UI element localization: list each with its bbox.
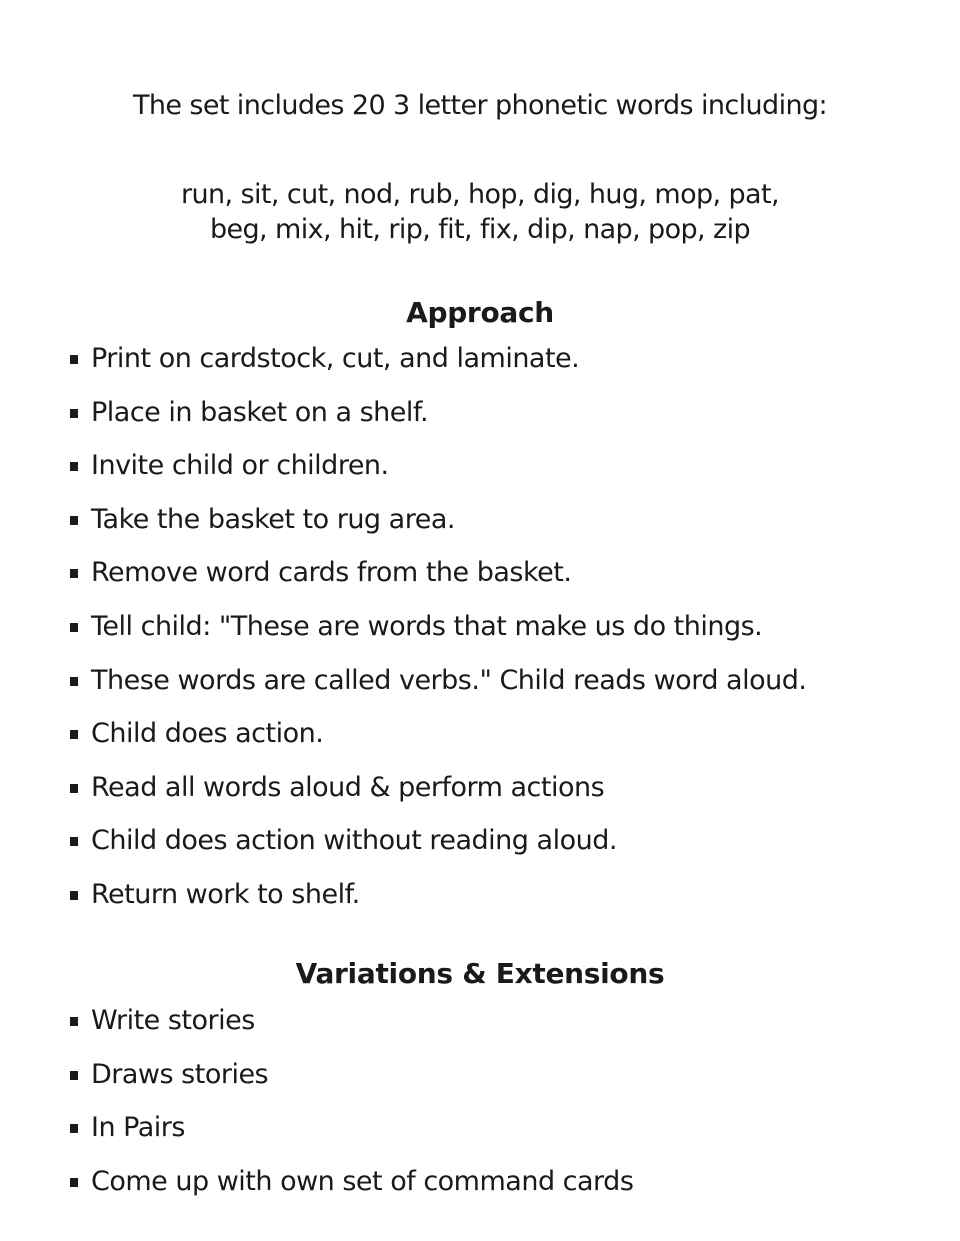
square-bullet-icon — [70, 730, 78, 739]
list-item — [70, 824, 806, 878]
list-item-text: Tell child: "These are words that make us do things. — [91, 610, 763, 642]
list-item — [70, 556, 806, 610]
intro-text: The set includes 20 3 letter phonetic words including: — [132, 90, 828, 121]
word-list-line: beg, mix, hit, rip, fit, fix, dip, nap, pop, zip — [209, 214, 751, 245]
approach-list — [70, 342, 806, 932]
square-bullet-icon — [70, 677, 78, 686]
word-list-line: run, sit, cut, nod, rub, hop, dig, hug, mop, pat, — [181, 179, 779, 210]
list-item — [70, 449, 806, 503]
list-item-text: In Pairs — [91, 1112, 185, 1144]
list-item — [70, 342, 806, 396]
list-item-text: Write stories — [91, 1005, 255, 1036]
list-item — [70, 717, 806, 771]
list-item-text: Child does action. — [91, 718, 324, 750]
word-list — [0, 177, 960, 247]
list-item-text: Return work to shelf. — [91, 878, 360, 910]
list-item — [70, 1058, 633, 1112]
list-item — [70, 771, 806, 825]
list-item — [70, 878, 806, 932]
square-bullet-icon — [70, 891, 78, 900]
square-bullet-icon — [70, 1178, 78, 1187]
list-item — [70, 503, 806, 557]
approach-heading: Approach — [406, 296, 554, 329]
square-bullet-icon — [70, 837, 78, 846]
square-bullet-icon — [70, 409, 78, 418]
list-item-text: Draws stories — [91, 1058, 269, 1090]
square-bullet-icon — [70, 462, 78, 471]
list-item-text: Child does action without reading aloud. — [91, 825, 617, 857]
variations-list — [70, 1004, 633, 1218]
square-bullet-icon — [70, 623, 78, 632]
list-item-text: Remove word cards from the basket. — [91, 557, 572, 589]
list-item-text: Come up with own set of command cards — [91, 1165, 634, 1197]
square-bullet-icon — [70, 516, 78, 525]
list-item-text: Read all words aloud & perform actions — [91, 771, 605, 803]
list-item-text: Place in basket on a shelf. — [91, 396, 429, 428]
list-item-text: Invite child or children. — [91, 450, 389, 482]
variations-heading: Variations & Extensions — [295, 957, 665, 990]
square-bullet-icon — [70, 355, 78, 364]
list-item-text: Print on cardstock, cut, and laminate. — [91, 343, 580, 374]
list-item-text: These words are called verbs." Child reads word aloud. — [91, 664, 807, 696]
square-bullet-icon — [70, 1071, 78, 1080]
square-bullet-icon — [70, 569, 78, 578]
list-item — [70, 396, 806, 450]
square-bullet-icon — [70, 784, 78, 793]
list-item — [70, 1111, 633, 1165]
list-item-text: Take the basket to rug area. — [91, 503, 455, 535]
square-bullet-icon — [70, 1124, 78, 1133]
square-bullet-icon — [70, 1017, 78, 1026]
list-item — [70, 1004, 633, 1058]
list-item — [70, 610, 806, 664]
list-item — [70, 1165, 633, 1219]
list-item — [70, 664, 806, 718]
